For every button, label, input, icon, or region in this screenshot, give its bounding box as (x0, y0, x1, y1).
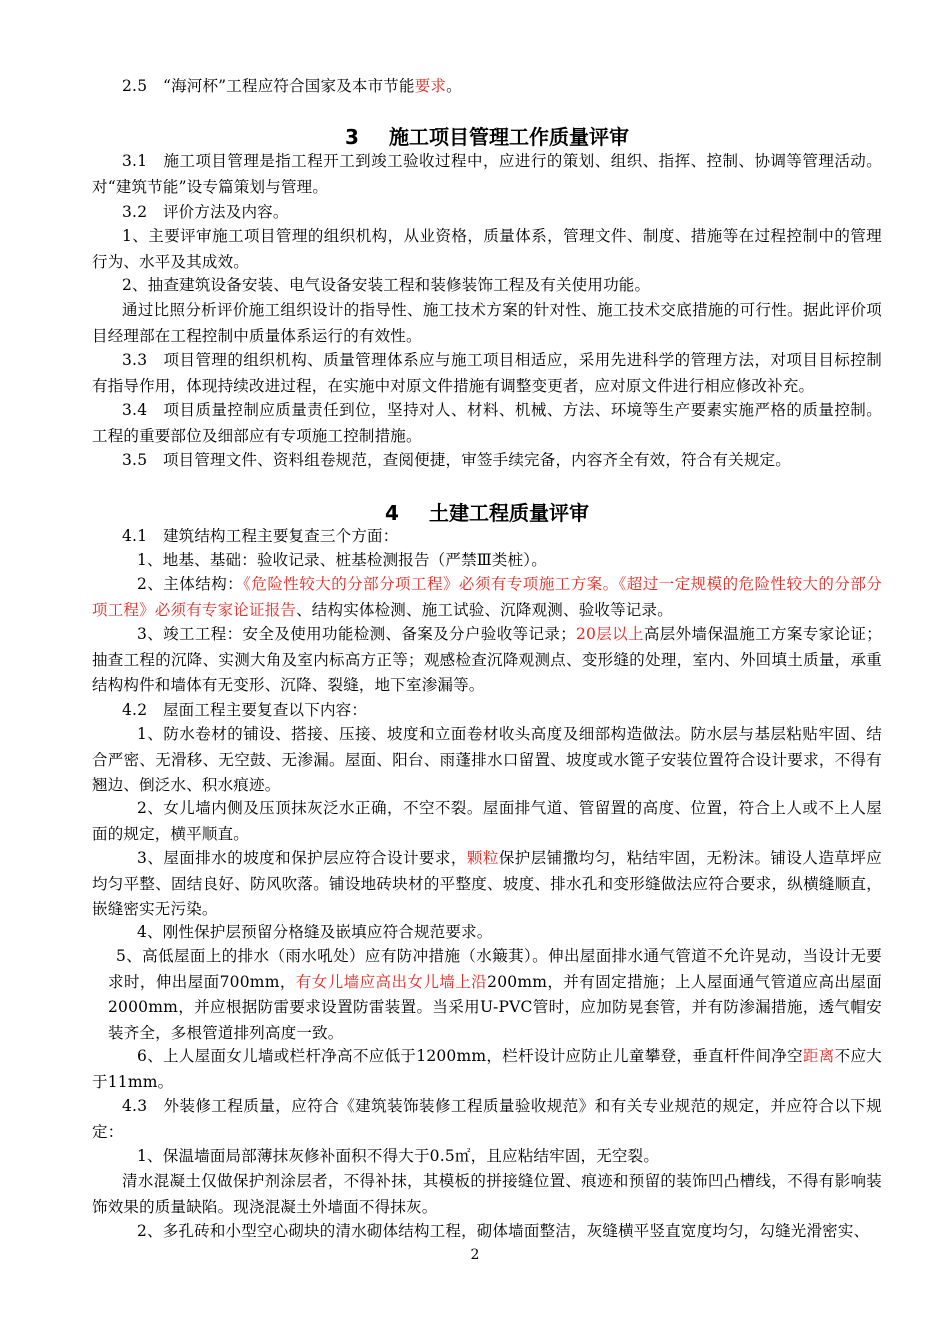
highlight-text: 距离 (802, 1047, 835, 1065)
paragraph-4-1: 4.1 建筑结构工程主要复查三个方面： (122, 527, 399, 545)
paragraph-3-2: 3.2 评价方法及内容。 (122, 203, 289, 221)
section-title: 施工项目管理工作质量评审 (388, 125, 629, 149)
text: 2、主体结构： (137, 575, 244, 593)
paragraph-4-3-2: 2、多孔砖和小型空心砌块的清水砌体结构工程，砌体墙面整洁，灰缝横平竖直宽度均匀，勾缝光滑密实、 (137, 1222, 870, 1240)
paragraph-4-2-5 (108, 944, 882, 1046)
text: 不应大于11mm。 (92, 1047, 882, 1091)
text: 200mm，并有固定措施；上人屋面通气管道应高出屋面2000mm，并应根据防雷要求设置防雷装置。当采用U-PVC管时，应加防晃套管，并有防渗漏措施，透气帽安装齐全，多根管道排列高度一致。 (108, 972, 882, 1042)
text: 3、竣工工程：安全及使用功能检测、备案及分户验收等记录； (137, 625, 576, 643)
paragraph-2-5 (92, 74, 882, 100)
text: 5、高低屋面上的排水（雨水吼处）应有防冲措施（水簸萁）。伸出屋面排水通气管道不允许晃动，当设计无要求时，伸出屋面700mm， (108, 947, 882, 991)
paragraph-4-2-3 (92, 846, 882, 923)
paragraph-3-1: 3.1 施工项目管理是指工程开工到竣工验收过程中，应进行的策划、组织、指挥、控制、协调等管理活动。对“建筑节能”设专篇策划与管理。 (92, 152, 882, 196)
section-number: 4 (385, 501, 399, 525)
highlight-text: 《危险性较大的分部分项工程》必须有专项施工方案。《超过一定规模的危险性较大的分部分项工程》必须有专家论证报告 (92, 575, 883, 619)
section-number: 3 (345, 125, 359, 149)
text: 6、上人屋面女儿墙或栏杆净高不应低于1200mm，栏杆设计应防止儿童攀登，垂直杆件间净空 (137, 1047, 803, 1065)
section-title: 土建工程质量评审 (428, 501, 589, 525)
section-4-heading (92, 497, 882, 526)
paragraph-4-2-4: 4、刚性保护层预留分格缝及嵌填应符合规范要求。 (137, 923, 493, 941)
paragraph-4-1-1: 1、地基、基础：验收记录、桩基检测报告（严禁Ⅲ类桩）。 (137, 551, 547, 569)
text: 高层外墙保温施工方案专家论证；抽查工程的沉降、实测大角及室内标高方正等；观感检查沉降观测点、变形缝的处理，室内、外回填土质量，承重结构构件和墙体有无变形、沉降、裂缝，地下室渗漏等。 (92, 625, 882, 694)
highlight-text: 要求 (414, 77, 447, 95)
paragraph-4-1-2 (92, 572, 882, 623)
paragraph-3-5: 3.5 项目管理文件、资料组卷规范，查阅便捷，审签手续完备，内容齐全有效，符合有关规定。 (122, 451, 791, 469)
paragraph-4-3-1: 1、保温墙面局部薄抹灰修补面积不得大于0.5㎡，且应粘结牢固，无空裂。 (137, 1147, 660, 1165)
paragraph-4-2-6 (92, 1044, 882, 1095)
paragraph-4-3: 4.3 外装修工程质量，应符合《建筑装饰装修工程质量验收规范》和有关专业规范的规定，并应符合以下规定： (92, 1097, 882, 1141)
paragraph-4-3-1-b: 清水混凝土仅做保护剂涂层者，不得补抹，其模板的拼接缝位置、痕迹和预留的装饰凹凸槽线，不得有影响装饰效果的质量缺陷。现浇混凝土外墙面不得抹灰。 (92, 1172, 882, 1216)
paragraph-4-2: 4.2 屋面工程主要复查以下内容： (122, 701, 368, 719)
page-number: 2 (470, 1247, 480, 1263)
highlight-text: 颗粒 (466, 849, 499, 867)
text: 3、屋面排水的坡度和保护层应符合设计要求， (137, 849, 467, 867)
paragraph-4-1-3 (92, 622, 882, 699)
text: 。 (446, 77, 462, 95)
text: 2.5 “海河杯”工程应符合国家及本市节能 (122, 77, 415, 95)
text: 保护层铺撒均匀，粘结牢固，无粉沫。铺设人造草坪应均匀平整、固结良好、防风吹落。铺设地砖块材的平整度、坡度、排水孔和变形缝做法应符合要求，纵横缝顺直，嵌缝密实无污染。 (92, 849, 882, 918)
highlight-text: 20层以上 (575, 625, 644, 643)
paragraph-4-2-2: 2、女儿墙内侧及压顶抹灰泛水正确，不空不裂。屋面排气道、管留置的高度、位置，符合上人或不上人屋面的规定，横平顺直。 (92, 799, 882, 843)
paragraph-3-3: 3.3 项目管理的组织机构、质量管理体系应与施工项目相适应，采用先进科学的管理方法，对项目目标控制有指导作用，体现持续改进过程，在实施中对原文件措施有调整变更者，应对原文件进行相应修改补充。 (92, 351, 882, 395)
paragraph-3-2-2: 2、抽查建筑设备安装、电气设备安装工程和装修装饰工程及有关使用功能。 (122, 276, 651, 294)
section-3-heading (92, 121, 882, 150)
paragraph-4-2-1: 1、防水卷材的铺设、搭接、压接、坡度和立面卷材收头高度及细部构造做法。防水层与基层粘贴牢固、结合严密、无滑移、无空鼓、无渗漏。屋面、阳台、雨蓬排水口留置、坡度或水篦子安装位置符合设计要求，不得有翘边、倒泛水、积水痕迹。 (92, 725, 882, 794)
text: 、结构实体检测、施工试验、沉降观测、验收等记录。 (296, 600, 673, 619)
highlight-text: 有女儿墙应高出女儿墙上沿 (295, 972, 488, 991)
paragraph-3-2-1: 1、主要评审施工项目管理的组织机构，从业资格，质量体系，管理文件、制度、措施等在过程控制中的管理行为、水平及其成效。 (92, 227, 882, 271)
paragraph-3-2-3: 通过比照分析评价施工组织设计的指导性、施工技术方案的针对性、施工技术交底措施的可行性。据此评价项目经理部在工程控制中质量体系运行的有效性。 (92, 301, 882, 345)
paragraph-3-4: 3.4 项目质量控制应质量责任到位，坚持对人、材料、机械、方法、环境等生产要素实施严格的质量控制。工程的重要部位及细部应有专项施工控制措施。 (92, 401, 882, 445)
